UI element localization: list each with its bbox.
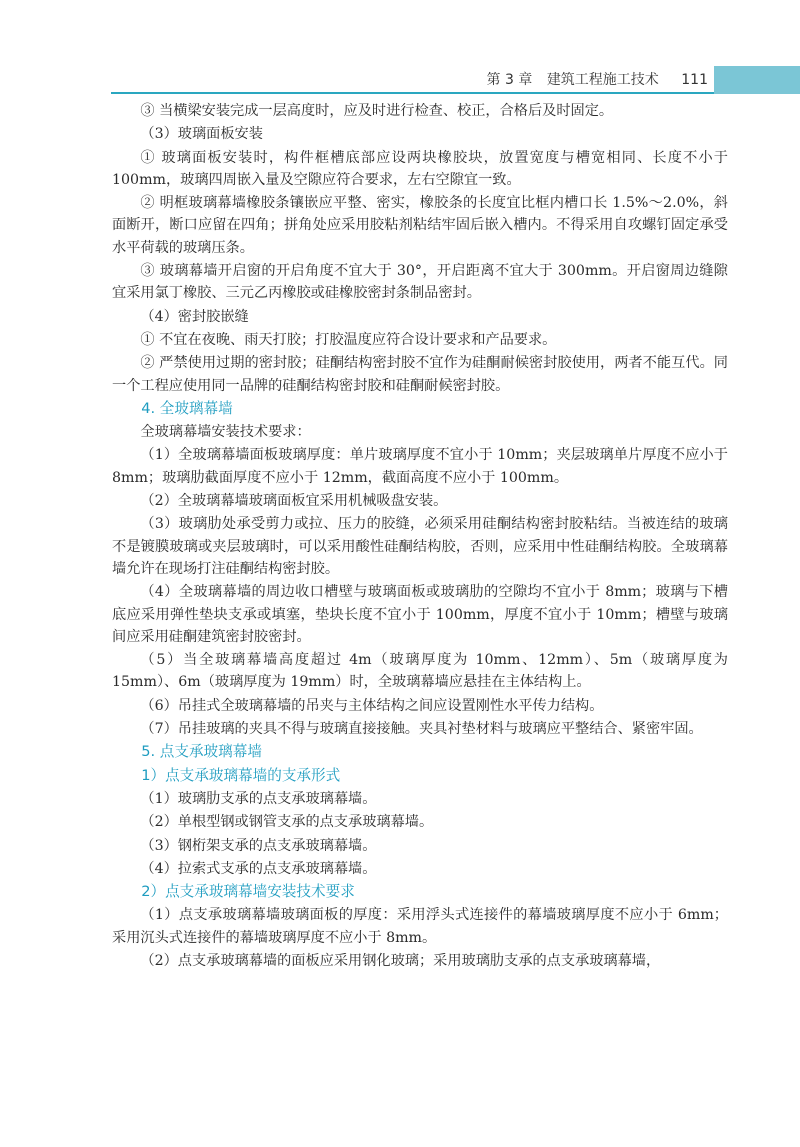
paragraph: （5）当全玻璃幕墙高度超过 4m（玻璃厚度为 10mm、12mm）、5m（玻璃厚度为 15mm）、6m（玻璃厚度为 19mm）时，全玻璃幕墙应悬挂在主体结构上。: [112, 652, 728, 691]
paragraph: （2）点支承玻璃幕墙的面板应采用钢化玻璃；采用玻璃肋支承的点支承玻璃幕墙，: [140, 952, 661, 969]
paragraph: ② 严禁使用过期的密封胶；硅酮结构密封胶不宜作为硅酮耐候密封胶使用，两者不能互代。同一个工程应使用同一品牌的硅酮结构密封胶和硅酮耐候密封胶。: [112, 355, 728, 394]
paragraph: （1）玻璃肋支承的点支承玻璃幕墙。: [140, 790, 377, 807]
subsection-heading: 2）点支承玻璃幕墙安装技术要求: [141, 883, 355, 901]
page-number: 111: [681, 72, 708, 88]
paragraph: ① 玻璃面板安装时，构件框槽底部应设两块橡胶块，放置宽度与槽宽相同、长度不小于 100mm，玻璃四周嵌入量及空隙应符合要求，左右空隙宜一致。: [112, 149, 728, 188]
running-header: [0, 66, 800, 92]
subsection-heading: 1）点支承玻璃幕墙的支承形式: [141, 766, 341, 784]
paragraph: （3）钢桁架支承的点支承玻璃幕墙。: [140, 837, 377, 854]
paragraph: （2）单根型钢或钢管支承的点支承玻璃幕墙。: [140, 814, 434, 831]
paragraph: ① 不宜在夜晚、雨天打胶；打胶温度应符合设计要求和产品要求。: [140, 331, 557, 348]
paragraph: （4）拉索式支承的点支承玻璃幕墙。: [140, 860, 377, 877]
paragraph: （4）密封胶嵌缝: [140, 308, 249, 325]
paragraph: （3）玻璃面板安装: [140, 126, 263, 143]
chapter-title: 建筑工程施工技术: [546, 72, 659, 88]
paragraph: （1）全玻璃幕墙面板玻璃厚度：单片玻璃厚度不宜小于 10mm；夹层玻璃单片厚度不应小于 8mm；玻璃肋截面厚度不应小于 12mm，截面高度不应小于 100mm。: [112, 447, 728, 486]
paragraph: ③ 玻璃幕墙开启窗的开启角度不宜大于 30°，开启距离不宜大于 300mm。开启窗周边缝隙宜采用氯丁橡胶、三元乙丙橡胶或硅橡胶密封条制品密封。: [112, 263, 728, 302]
paragraph: （2）全玻璃幕墙玻璃面板宜采用机械吸盘安装。: [140, 493, 448, 510]
paragraph: （7）吊挂玻璃的夹具不得与玻璃直接接触。夹具衬垫材料与玻璃应平整结合、紧密牢固。: [140, 721, 703, 738]
paragraph: （6）吊挂式全玻璃幕墙的吊夹与主体结构之间应设置刚性水平传力结构。: [140, 697, 604, 714]
header-rule: [111, 92, 725, 94]
paragraph: 全玻璃幕墙安装技术要求：: [140, 424, 311, 441]
paragraph: ② 明框玻璃幕墙橡胶条镶嵌应平整、密实，橡胶条的长度宜比框内槽口长 1.5%～2.0%，斜面断开，断口应留在四角；拼角处应采用胶粘剂粘结牢固后嵌入槽内。不得采用自攻螺钉固定承受水平荷载的玻璃压条。: [112, 195, 728, 256]
paragraph: （1）点支承玻璃幕墙玻璃面板的厚度：采用浮头式连接件的幕墙玻璃厚度不应小于 6mm；采用沉头式连接件的幕墙玻璃厚度不应小于 8mm。: [112, 907, 728, 946]
section-heading: 5. 点支承玻璃幕墙: [141, 743, 262, 761]
paragraph: （3）玻璃肋处承受剪力或拉、压力的胶缝，必须采用硅酮结构密封胶粘结。当被连结的玻璃不是镀膜玻璃或夹层玻璃时，可以采用酸性硅酮结构胶，否则，应采用中性硅酮结构胶。全玻璃幕墙允许在现场打注硅酮结构密封胶。: [112, 516, 728, 577]
page-body: [112, 100, 728, 972]
header-tab-decoration: [714, 66, 800, 94]
section-heading: 4. 全玻璃幕墙: [141, 399, 233, 417]
paragraph: （4）全玻璃幕墙的周边收口槽壁与玻璃面板或玻璃肋的空隙均不宜小于 8mm；玻璃与下槽底应采用弹性垫块支承或填塞，垫块长度不宜小于 100mm，厚度不宜小于 10mm；槽壁与玻璃间应采用硅酮建筑密封胶密封。: [112, 584, 728, 645]
chapter-label: 第 3 章: [486, 72, 533, 88]
header-text: [487, 69, 708, 89]
paragraph: ③ 当横梁安装完成一层高度时，应及时进行检查、校正，合格后及时固定。: [140, 103, 614, 119]
